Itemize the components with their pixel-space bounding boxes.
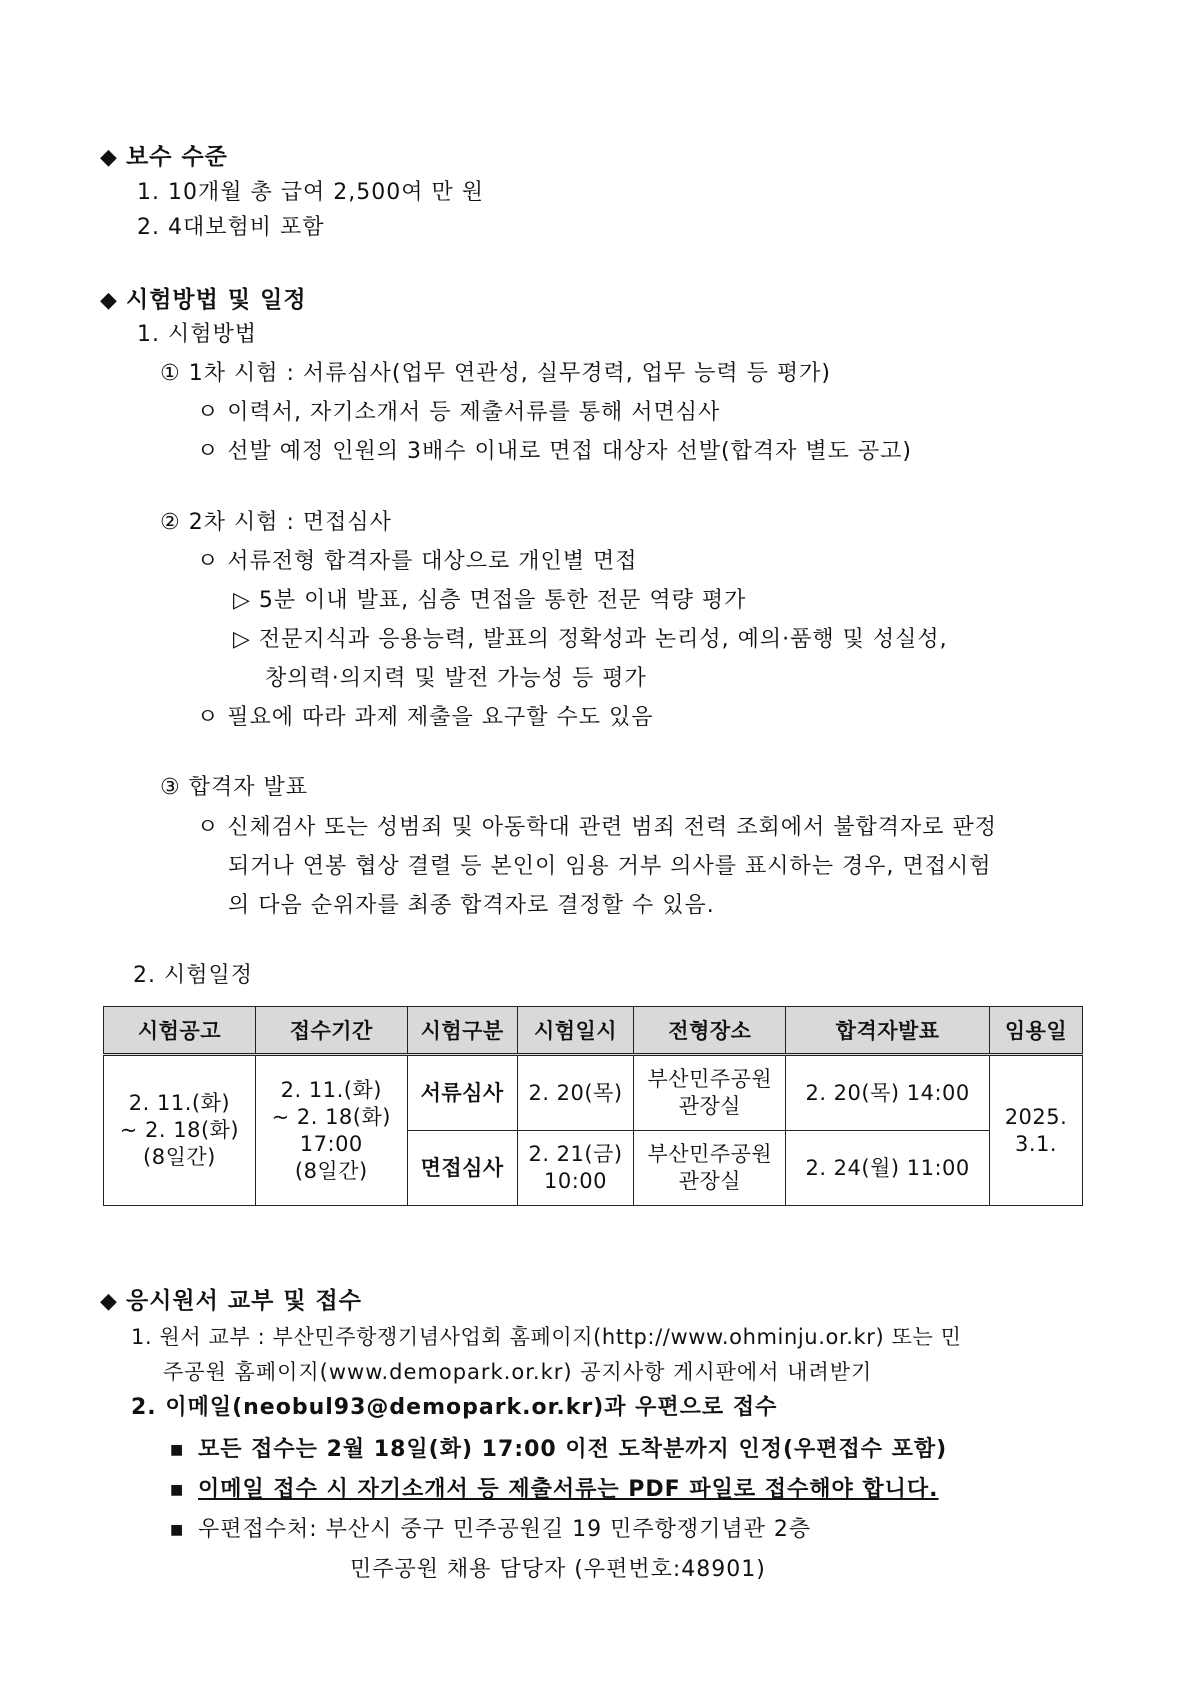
table-header-row: [104, 1007, 1083, 1055]
date-line: 2. 20(목): [528, 1080, 623, 1105]
round3-title: ③ 합격자 발표: [160, 775, 308, 800]
place-line: 관장실: [678, 1169, 742, 1193]
date-line: 10:00: [544, 1169, 608, 1193]
apply-bullet-2: [170, 1475, 939, 1505]
announce-line: ~ 2. 18(화): [119, 1118, 240, 1142]
type-cell: 서류심사: [407, 1055, 517, 1131]
pay-heading: [100, 142, 228, 173]
col-header-announce: 시험공고: [104, 1007, 256, 1055]
announce-cell: [104, 1055, 256, 1206]
apply-heading-text: 응시원서 교부 및 접수: [126, 1288, 362, 1314]
appoint-line: 2025.: [1004, 1104, 1068, 1129]
apply-bullet-1-text: 모든 접수는 2월 18일(화) 17:00 이전 도착분까지 인정(우편접수 포함): [198, 1437, 948, 1462]
pay-item-1: 1. 10개월 총 급여 2,500여 만 원: [137, 180, 484, 205]
result-cell: 2. 24(월) 11:00: [786, 1131, 990, 1206]
date-cell: [517, 1055, 634, 1131]
apply-bullet-3-cont: 민주공원 채용 담당자 (우편번호:48901): [350, 1557, 766, 1582]
round3-line-2: 되거나 연봉 협상 결렬 등 본인이 임용 거부 의사를 표시하는 경우, 면접시험: [228, 854, 992, 879]
place-line: 부산민주공원: [647, 1067, 773, 1091]
diamond-bullet-icon: ◆: [100, 1289, 118, 1314]
period-line: (8일간): [294, 1158, 368, 1183]
round1-title: ① 1차 시험 : 서류심사(업무 연관성, 실무경력, 업무 능력 등 평가): [160, 361, 832, 386]
announce-line: 2. 11.(화): [128, 1091, 231, 1115]
apply-bullet-3-text: 우편접수처: 부산시 중구 민주공원길 19 민주항쟁기념관 2층: [198, 1517, 812, 1542]
announce-line: (8일간): [143, 1145, 216, 1169]
period-line: ~ 2. 18(화): [271, 1104, 391, 1129]
round2-bullet-2: ㅇ 필요에 따라 과제 제출을 요구할 수도 있음: [197, 705, 654, 730]
round3-line-3: 의 다음 순위자를 최종 합격자로 결정할 수 있음.: [228, 893, 715, 918]
diamond-bullet-icon: ◆: [100, 288, 118, 313]
square-bullet-icon: ■: [170, 1442, 185, 1458]
apply-bullet-2-text: 이메일 접수 시 자기소개서 등 제출서류는 PDF 파일로 접수해야 합니다.: [198, 1477, 939, 1502]
round2-title: ② 2차 시험 : 면접심사: [160, 510, 392, 535]
period-cell: [255, 1055, 407, 1206]
round3-line-1: ㅇ 신체검사 또는 성범죄 및 아동학대 관련 범죄 전력 조회에서 불합격자로 판정: [197, 815, 997, 840]
apply-item-1: 1. 원서 교부 : 부산민주항쟁기념사업회 홈페이지(http://www.ohminju.or.kr) 또는 민: [131, 1325, 962, 1349]
apply-bullet-3: [170, 1515, 811, 1545]
date-line: 2. 21(금): [528, 1142, 623, 1166]
place-line: 부산민주공원: [647, 1142, 773, 1166]
apply-item-2: 2. 이메일(neobul93@demopark.or.kr)과 우편으로 접수: [131, 1395, 778, 1420]
place-cell: [634, 1055, 786, 1131]
square-bullet-icon: ■: [170, 1482, 185, 1498]
appoint-line: 3.1.: [1014, 1131, 1058, 1156]
result-cell: 2. 20(목) 14:00: [786, 1055, 990, 1131]
type-cell: 면접심사: [407, 1131, 517, 1206]
round1-bullet-1: ㅇ 이력서, 자기소개서 등 제출서류를 통해 서면심사: [197, 400, 721, 425]
exam-heading: [100, 285, 307, 316]
table-row: [104, 1055, 1083, 1131]
pay-item-2: 2. 4대보험비 포함: [137, 215, 325, 240]
col-header-place: 전형장소: [634, 1007, 786, 1055]
place-cell: [634, 1131, 786, 1206]
pay-heading-text: 보수 수준: [126, 144, 228, 170]
round2-sub-2-cont: 창의력·의지력 및 발전 가능성 등 평가: [265, 666, 647, 691]
col-header-result: 합격자발표: [786, 1007, 990, 1055]
period-line: 17:00: [299, 1131, 363, 1156]
apply-bullet-1: [170, 1435, 947, 1465]
round2-bullet-1: ㅇ 서류전형 합격자를 대상으로 개인별 면접: [197, 549, 638, 574]
col-header-type: 시험구분: [407, 1007, 517, 1055]
place-line: 관장실: [678, 1094, 742, 1118]
diamond-bullet-icon: ◆: [100, 145, 118, 170]
round2-sub-2: ▷ 전문지식과 응용능력, 발표의 정확성과 논리성, 예의·품행 및 성실성,: [233, 627, 948, 652]
method-title: 1. 시험방법: [137, 322, 257, 347]
round1-bullet-2: ㅇ 선발 예정 인원의 3배수 이내로 면접 대상자 선발(합격자 별도 공고): [197, 439, 912, 464]
schedule-table: [103, 1006, 1083, 1206]
date-cell: [517, 1131, 634, 1206]
round2-sub-1: ▷ 5분 이내 발표, 심층 면접을 통한 전문 역량 평가: [233, 588, 747, 613]
appoint-cell: [990, 1055, 1083, 1206]
col-header-appoint: 임용일: [990, 1007, 1083, 1055]
square-bullet-icon: ■: [170, 1522, 185, 1538]
apply-item-1-cont: 주공원 홈페이지(www.demopark.or.kr) 공지사항 게시판에서 내려받기: [163, 1360, 873, 1384]
period-line: 2. 11.(화): [280, 1077, 382, 1102]
schedule-title: 2. 시험일정: [133, 963, 253, 988]
exam-heading-text: 시험방법 및 일정: [126, 287, 307, 313]
col-header-date: 시험일시: [517, 1007, 634, 1055]
col-header-period: 접수기간: [255, 1007, 407, 1055]
apply-heading: [100, 1286, 362, 1317]
